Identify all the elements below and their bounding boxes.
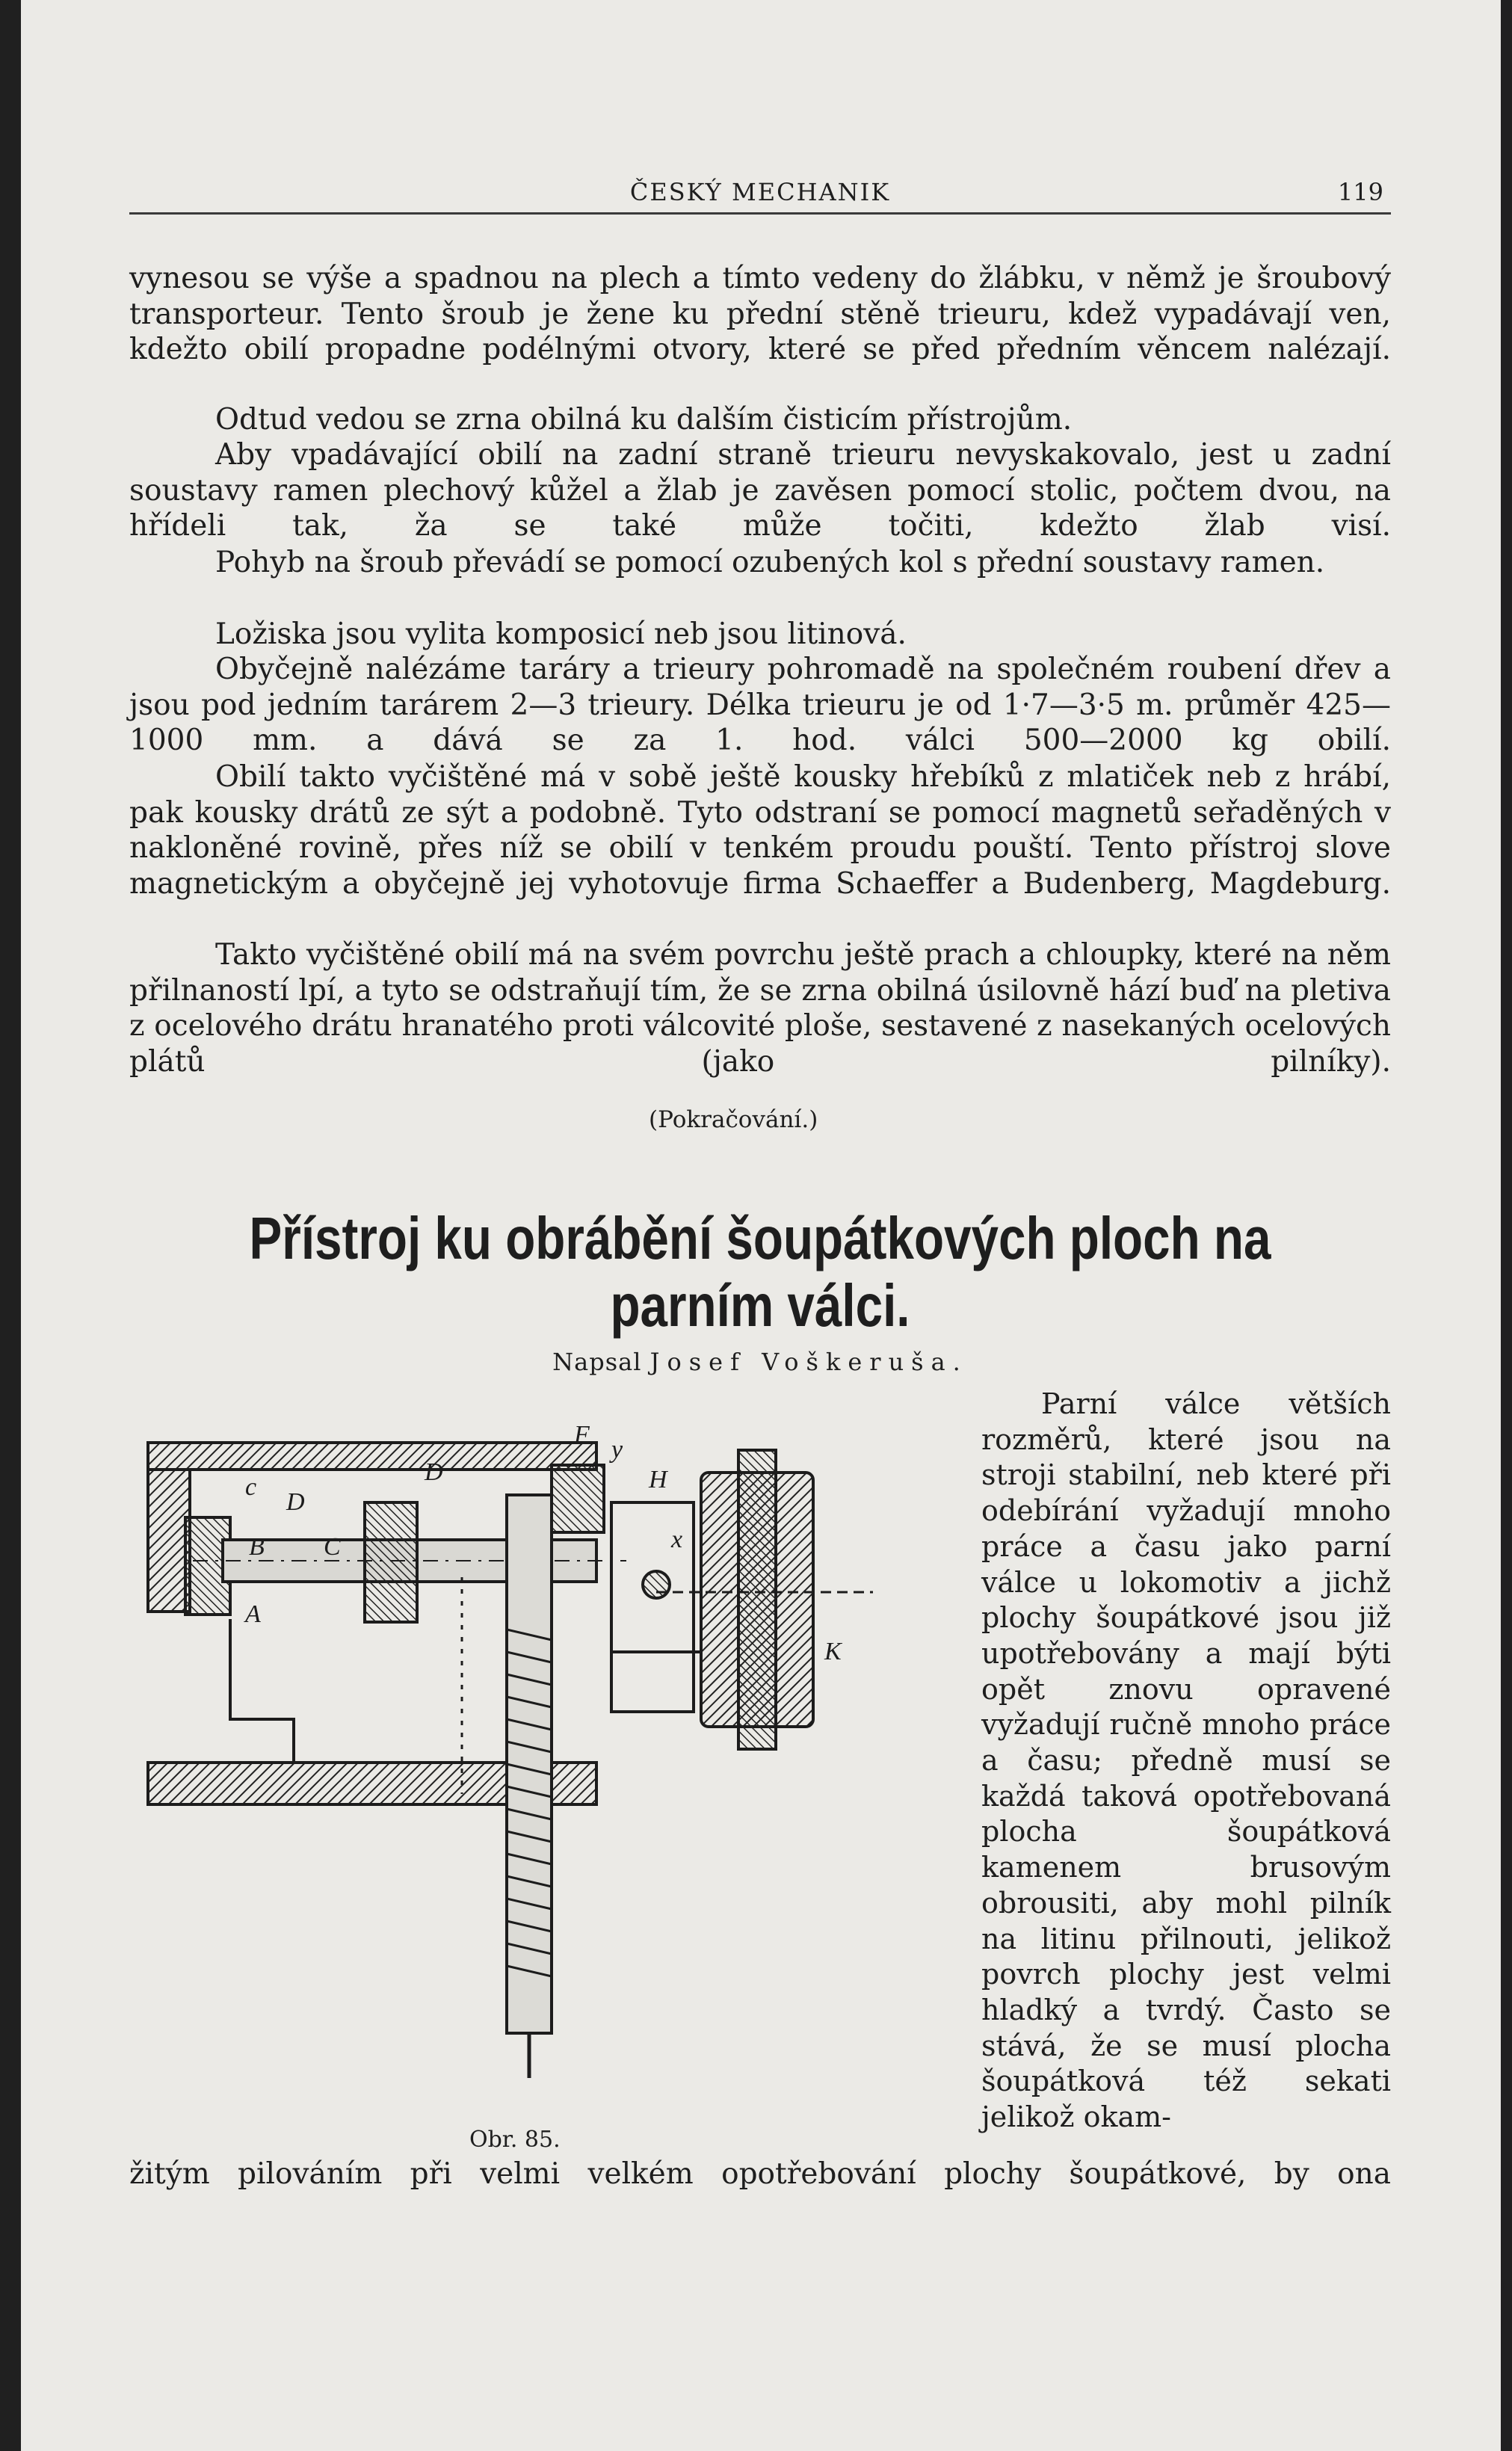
housing-h-step [611,1652,701,1712]
label-k: K [824,1638,842,1665]
wheel-hub [738,1450,776,1749]
paragraph-5: Ložiska jsou vylita komposicí neb jsou litinová. [215,617,907,651]
label-x: x [671,1526,683,1553]
right-column-text: Parní válce větších rozměrů, které jsou na stroji stabilní, neb které při odebírání vyžadují mnoho práce a času jako parní válce u lokomotiv a jichž plochy šoupátkové jsou již upotřebovány a mají býti opět znovu opravené vyžadují ručně mnoho práce a času; předně musí se každá taková opotřebovaná plocha šoupátková kamenem brusovým obrousiti, aby mohl pilník na litinu přilnouti, jelikož povrch plochy jest velmi hladký a tvrdý. Často se stává, že se musí plocha šoupátková též sekati jelikož okam- [981,1387,1391,2134]
page [21,0,1501,2451]
label-a: A [245,1600,261,1628]
paragraph-8: Takto vyčištěné obilí má na svém povrchu ještě prach a chloupky, které na něm přilnaností lpí, a tyto se odstraňují tím, že se zrna obilná úsilovně hází buď na pletiva z ocelového drátu hranatého proti válcovité ploše, sestavené z nasekaných ocelových plátů (jako pilníky). [129,938,1391,1079]
article-title [243,1205,1277,1339]
label-y: y [611,1436,623,1464]
paragraph-4: Pohyb na šroub převádí se pomocí ozubených kol s přední soustavy ramen. [215,546,1325,579]
header-rule [129,212,1391,215]
label-d-left: D [286,1488,305,1516]
journal-title: ČESKÝ MECHANIK [629,178,891,206]
paragraph-3: Aby vpadávající obilí na zadní straně trieuru nevyskakovalo, jest u zadní soustavy ramen plechový kůžel a žlab je zavěsen pomocí stolic, počtem dvou, na hřídeli tak, ža se také může točiti, kdežto žlab visí. [129,438,1391,543]
bore-outline [230,1619,294,1763]
label-h: H [649,1466,667,1493]
running-header [129,178,1391,214]
author-line [129,1348,1391,1376]
article-title-line-1: Přístroj ku obrábění šoupátkových ploch na [249,1205,1271,1271]
collar-d [365,1502,417,1622]
author-prefix: Napsal [552,1348,642,1376]
technical-figure [133,1405,963,2108]
label-d-mid: D [425,1458,443,1486]
label-f: F [574,1421,590,1449]
paragraph-7: Obilí takto vyčištěné má v sobě ještě kousky hřebíků z mlatiček neb z hrábí, pak kousky drátů ze sýt a podobně. Tyto odstraní se pomocí magnetů seřaděných v nakloněné rovině, přes níž se obilí v tenkém proudu pouští. Tento přístroj slove magnetickým a obyčejně jej vyhotovuje firma Schaeffer a Budenberg, Magdeburg. [129,760,1391,901]
housing-top-wall [148,1443,596,1470]
paragraph-2: Odtud vedou se zrna obilná ku dalším čisticím přístrojům. [215,403,1073,437]
bottom-line: žitým pilováním při velmi velkém opotřebování plochy šoupátkové, by ona [129,2157,1391,2191]
author-name: Josef Voškeruša. [649,1348,968,1376]
label-b: B [249,1533,265,1561]
continued-note: (Pokračování.) [649,1106,818,1133]
bolt-head [643,1571,670,1598]
label-c: C [324,1533,341,1561]
left-flange [148,1470,190,1612]
label-c-left: c [245,1473,257,1501]
figure-caption: Obr. 85. [469,2127,561,2153]
page-number: 119 [1337,178,1383,206]
article-title-line-2: parním válci. [610,1272,910,1339]
block-f [552,1465,604,1532]
paragraph-1: vynesou se výše a spadnou na plech a tímto vedeny do žlábku, v němž je šroubový transporteur. Tento šroub je žene ku přední stěně trieuru, kdež vypadávají ven, kdežto obilí propadne podélnými otvory, které se před předním věncem nalézají. [129,262,1391,367]
paragraph-6: Obyčejně nalézáme taráry a trieury pohromadě na společném roubení dřev a jsou pod jedním tarárem 2—3 trieury. Délka trieuru je od 1·7—3·5 m. průměr 425—1000 mm. a dává se za 1. hod. válci 500—2000 kg obilí. [129,653,1391,758]
